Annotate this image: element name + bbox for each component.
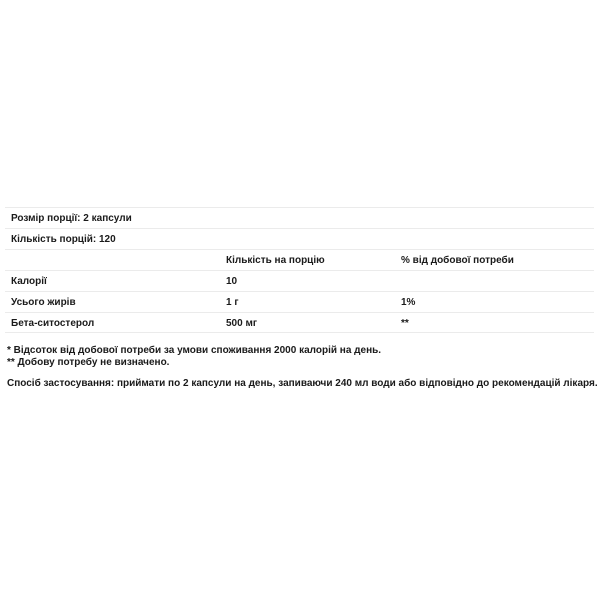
nutrient-name: Бета-ситостерол xyxy=(11,318,95,329)
table-row xyxy=(5,291,594,312)
nutrition-facts-table xyxy=(5,207,594,333)
header-amount: Кількість на порцію xyxy=(226,255,325,266)
nutrient-amount: 1 г xyxy=(226,297,239,308)
usage-instructions: Спосіб застосування: приймати по 2 капсули на день, запиваючи 240 мл води або відповідно до рекомендацій лікаря. xyxy=(7,378,598,389)
footnote-not-established: ** Добову потребу не визначено. xyxy=(7,357,170,368)
nutrient-name: Калорії xyxy=(11,276,47,287)
nutrient-amount: 500 мг xyxy=(226,318,258,329)
serving-size-row xyxy=(5,207,594,228)
serving-count: Кількість порцій: 120 xyxy=(11,234,116,245)
header-daily-value: % від добової потреби xyxy=(401,255,514,266)
table-row xyxy=(5,312,594,333)
nutrient-dv: ** xyxy=(401,318,409,329)
nutrient-amount: 10 xyxy=(226,276,238,287)
serving-count-row xyxy=(5,228,594,249)
footnote-daily-value: * Відсоток від добової потреби за умови споживання 2000 калорій на день. xyxy=(7,345,382,356)
table-row xyxy=(5,270,594,291)
table-header-row xyxy=(5,249,594,270)
footnotes xyxy=(7,345,381,369)
nutrient-dv: 1% xyxy=(401,297,416,308)
nutrient-name: Усього жирів xyxy=(11,297,76,308)
serving-size: Розмір порції: 2 капсули xyxy=(11,213,132,224)
